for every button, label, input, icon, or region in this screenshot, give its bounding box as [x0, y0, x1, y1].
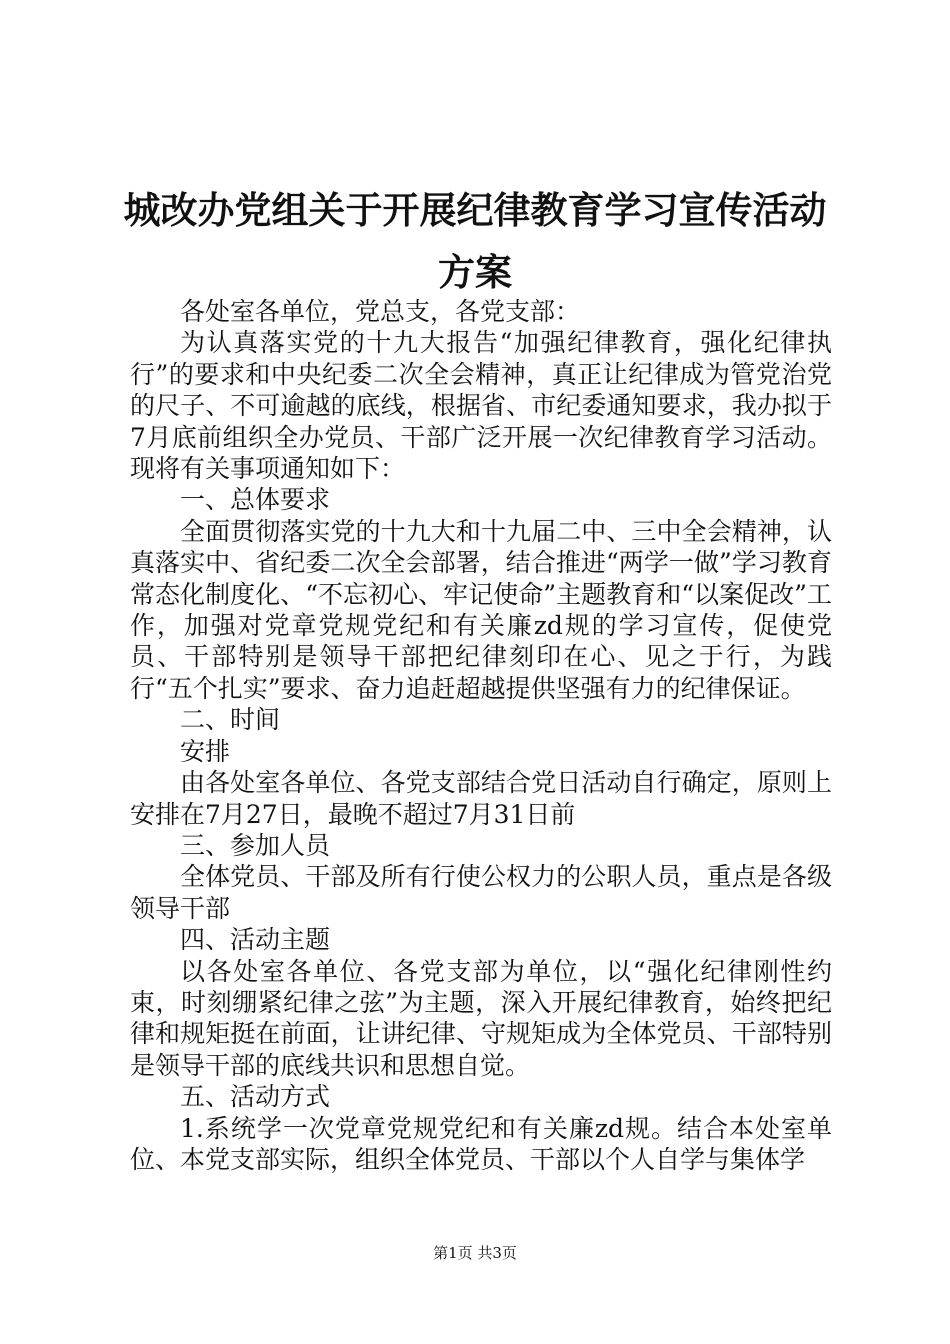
intro-paragraph: 为认真落实党的十九大报告“加强纪律教育，强化纪律执行”的要求和中央纪委二次全会精神，真正让纪律成为管党治党的尺子、不可逾越的底线，根据省、市纪委通知要求，我办拟于7月底前组织全办党员、干部广泛开展一次纪律教育学习活动。现将有关事项通知如下： — [130, 328, 832, 484]
document-title: 城改办党组关于开展纪律教育学习宣传活动方案 — [123, 189, 827, 294]
section-heading-2-continued: 安排 — [180, 736, 231, 766]
section-heading-2: 二、时间 — [180, 705, 281, 735]
section-5-paragraph: 1.系统学一次党章党规党纪和有关廉zd规。结合本处室单位、本党支部实际，组织全体党员、干部以个人自学与集体学 — [130, 1113, 832, 1174]
section-heading-4: 四、活动主题 — [180, 925, 331, 955]
section-1-paragraph: 全面贯彻落实党的十九大和十九届二中、三中全会精神，认真落实中、省纪委二次全会部署，结合推进“两学一做”学习教育常态化制度化、“不忘初心、牢记使命”主题教育和“以案促改”工作，加强对党章党规党纪和有关廉zd规的学习宣传，促使党员、干部特别是领导干部把纪律刻印在心、见之于行，为践行“五个扎实”要求、奋力追赶超越提供坚强有力的纪律保证。 — [130, 516, 832, 703]
section-heading-5: 五、活动方式 — [180, 1082, 331, 1112]
page-number-footer: 第1页 共3页 — [433, 1244, 517, 1262]
section-3-paragraph: 全体党员、干部及所有行使公权力的公职人员，重点是各级领导干部 — [130, 862, 832, 923]
section-heading-1: 一、总体要求 — [180, 485, 331, 515]
section-heading-3: 三、参加人员 — [180, 830, 331, 860]
section-2-paragraph: 由各处室各单位、各党支部结合党日活动自行确定，原则上安排在7月27日，最晚不超过7月31日前 — [130, 768, 832, 829]
salutation: 各处室各单位，党总支，各党支部： — [180, 297, 581, 326]
document-body — [130, 296, 832, 1175]
section-4-paragraph: 以各处室各单位、各党支部为单位，以“强化纪律刚性约束，时刻绷紧纪律之弦”为主题，深入开展纪律教育，始终把纪律和规矩挺在前面，让讲纪律、守规矩成为全体党员、干部特别是领导干部的底线共识和思想自觉。 — [130, 956, 832, 1080]
